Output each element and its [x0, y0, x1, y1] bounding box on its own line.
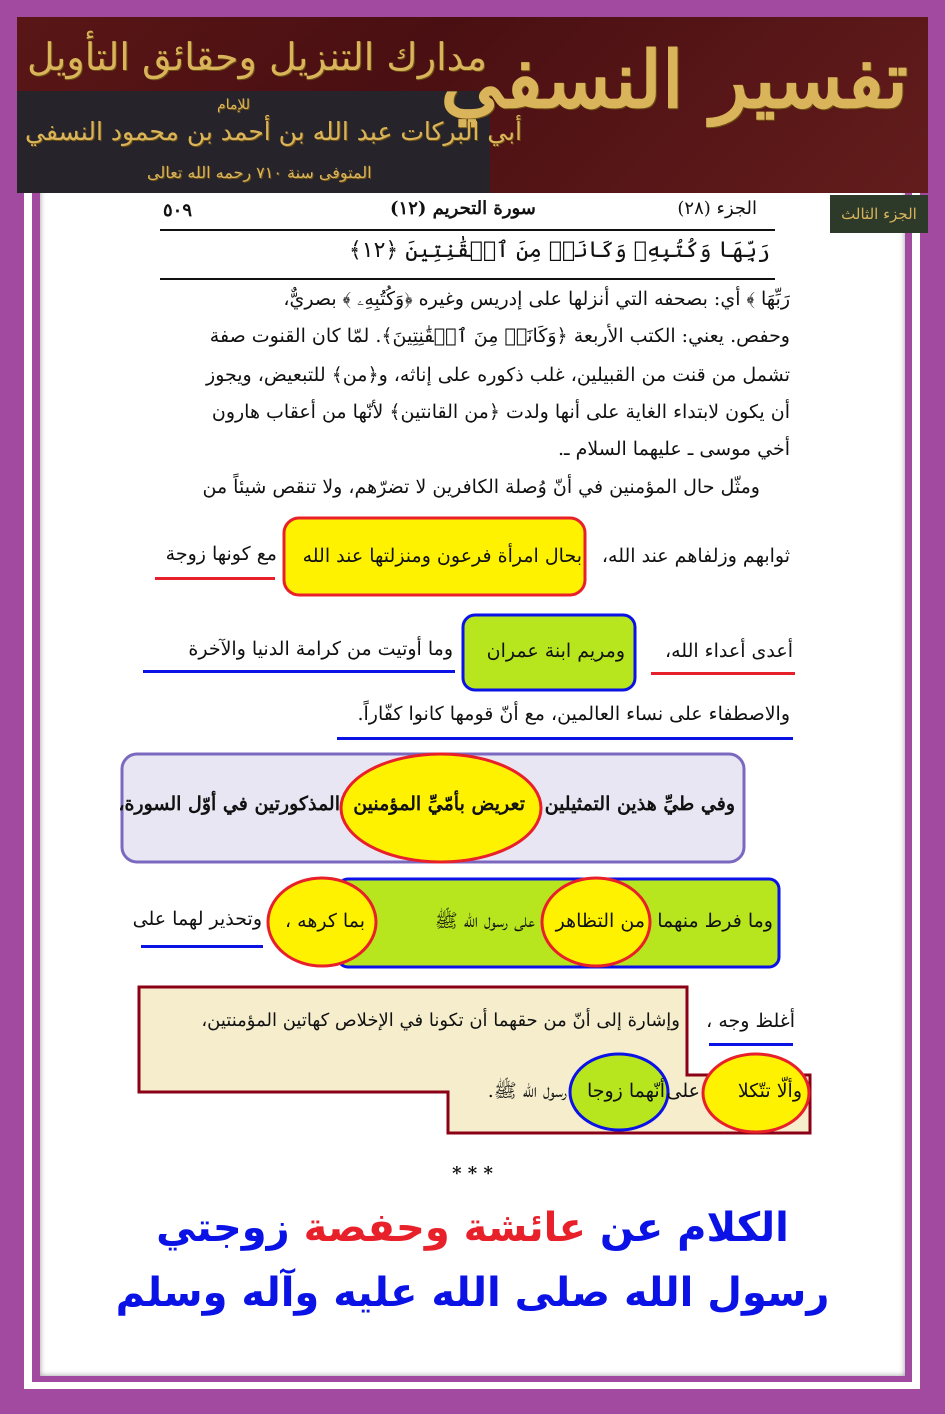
row7-mid: على [666, 1080, 700, 1102]
author-name: أبي البركات عبد الله بن أحمد بن محمود النسفي [25, 117, 522, 146]
paragraph-line: أن يكون لابتداء الغاية على أنها ولدت ﴿من القانتين﴾ لأنّها من أعقاب هارون [211, 401, 790, 423]
row5-end: وتحذير لهما على [132, 908, 262, 930]
row5-circle1-text: من التظاهر [555, 910, 645, 932]
row3-text: والاصطفاء على نساء العالمين، مع أنّ قومها كانوا كفّاراً. [357, 703, 790, 725]
blue-underline [141, 945, 263, 948]
row7-oval1-text: وألّا تتّكلا [737, 1080, 802, 1102]
paragraph-line: وحفص. يعني: الكتب الأربعة ﴿وَكَانَتۡ مِنَ ٱلۡقَٰنِتِينَ﴾. لمّا كان القنوت صفة [209, 325, 790, 347]
paragraph-line: أخي موسى ـ عليهما السلام ـ. [558, 438, 790, 460]
row6-box-text: وإشارة إلى أنّ من حقهما أن تكونا في الإخلاص كهاتين المؤمنتين، [201, 1010, 680, 1031]
paragraph-line: ومثّل حال المؤمنين في أنّ وُصلة الكافرين لا تضرّهم، ولا تنقص شيئاً من [202, 476, 760, 498]
row2-start: أعدى أعداء الله، [664, 640, 793, 662]
juz-label: الجزء (٢٨) [677, 198, 757, 219]
row4-start: وفي طيِّ هذين التمثيلين [544, 793, 735, 815]
paragraph-line: رَبِّهَا ﴾ أي: بصحفه التي أنزلها على إدريس وغيره ﴿وَكُتُبِهِۦ ﴾ بصريٌّ، [283, 288, 790, 310]
row5-start: وما فرط منهما [657, 910, 773, 932]
caption-names: عائشة وحفصة [303, 1205, 586, 1251]
caption-part-1: الكلام عن [599, 1205, 789, 1251]
quran-verse: رَبِّهَا وَكُتُبِهِۦ وَكَانَتۡ مِنَ ٱلۡقَٰنِتِينَ ﴿١٢﴾ [348, 238, 770, 263]
section-separator: * * * [452, 1163, 493, 1184]
row5-circle2-text: بما كرهه ، [284, 910, 365, 932]
row6-start: أغلظ وجه ، [706, 1010, 795, 1032]
row4-oval-text: تعريض بأمّيِّ المؤمنين [353, 793, 525, 815]
red-underline [155, 577, 275, 580]
page-number: ٥٠٩ [163, 200, 193, 221]
row7-oval2-text: أنّهما زوجا [586, 1080, 665, 1102]
row2-box-text: ومريم ابنة عمران [486, 640, 625, 662]
row4-end: المذكورتين في أوّل السورة، [118, 793, 340, 815]
surah-label: سورة التحريم (١٢) [390, 198, 536, 219]
row7-end: رسول الله ﷺ. [487, 1080, 567, 1102]
row1-end: مع كونها زوجة [165, 543, 277, 565]
caption-line-2: رسول الله صلى الله عليه وآله وسلم [115, 1270, 830, 1316]
blue-underline [337, 737, 793, 740]
row5-middle: على رسول الله ﷺ [434, 910, 535, 932]
row1-start: ثوابهم وزلفاهم عند الله، [601, 545, 790, 567]
row1-box-text: بحال امرأة فرعون ومنزلتها عند الله [302, 545, 582, 567]
paragraph-line: تشمل من قنت من القبيلين، غلب ذكوره على إناثه، و﴿من﴾ للتبعيض، ويجوز [206, 364, 790, 386]
red-underline [651, 672, 795, 675]
blue-underline [143, 670, 455, 673]
row2-end: وما أوتيت من كرامة الدنيا والآخرة [188, 638, 453, 660]
volume-badge: الجزء الثالث [830, 195, 928, 233]
caption-part-3: زوجتي [156, 1205, 290, 1251]
death-note: المتوفى سنة ٧١٠ رحمه الله تعالى [147, 163, 372, 182]
author-prefix: للإمام [217, 97, 251, 113]
book-subtitle: مدارك التنزيل وحقائق التأويل [27, 35, 487, 79]
caption-line-1 [0, 1205, 945, 1251]
book-title: تفسير النسفي [440, 35, 908, 126]
blue-underline [709, 1043, 793, 1046]
